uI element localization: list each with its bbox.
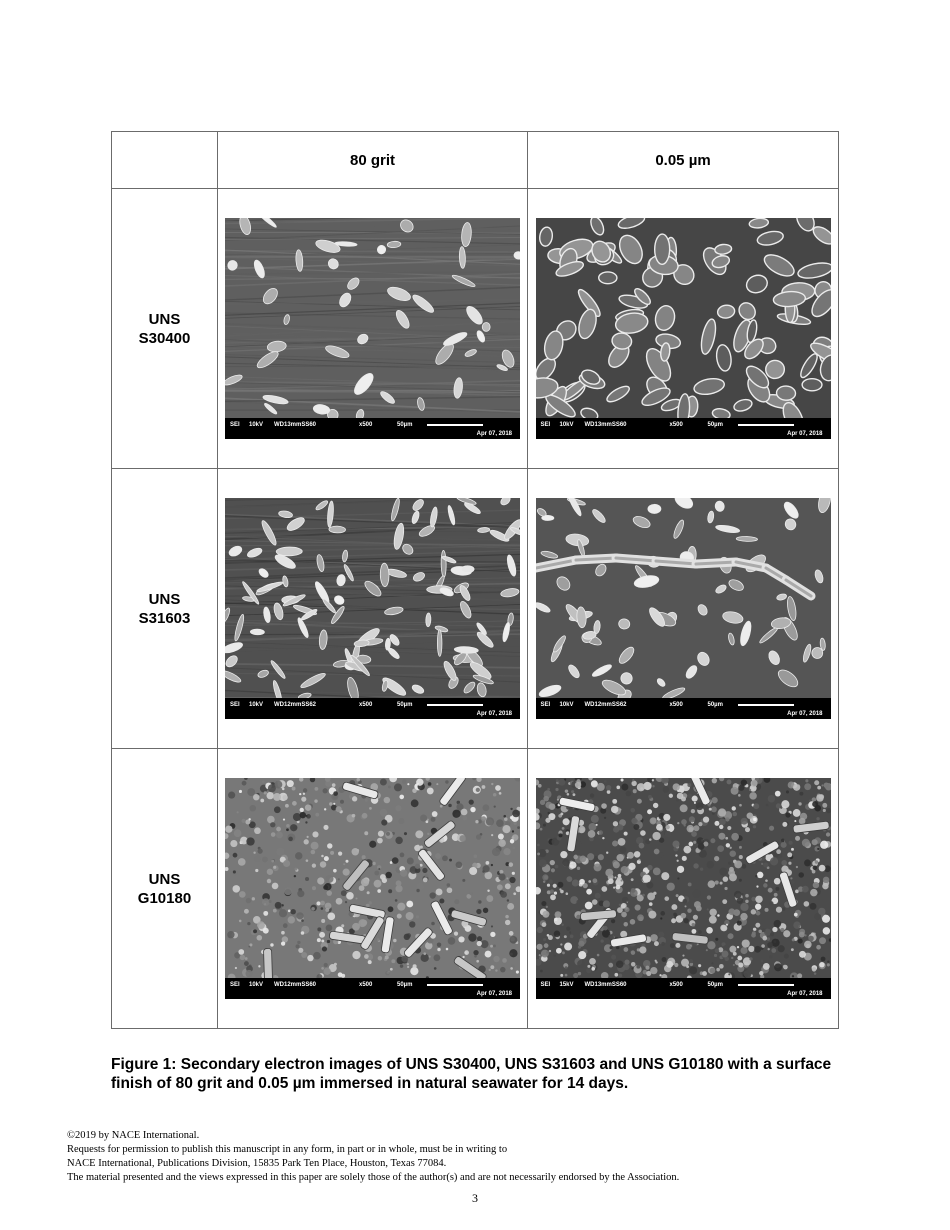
sem-micrograph (225, 778, 520, 978)
sem-info-bar (536, 978, 831, 999)
sem-micrograph (536, 498, 831, 698)
sem-scale-bar (738, 704, 794, 706)
sem-working-distance: WD13mmSS60 (584, 982, 627, 988)
sem-detector: SEI (540, 422, 551, 428)
footer-permission: Requests for permission to publish this manuscript in any form, in part or in whole, must be in writing to (67, 1144, 508, 1155)
figure-caption: Figure 1: Secondary electron images of UNS S30400, UNS S31603 and UNS G10180 with a surface finish of 80 grit and 0.05 µm immersed in natural seawater for 14 days. (111, 1056, 832, 1092)
sem-image (225, 498, 520, 719)
sem-magnification: x500 (359, 422, 373, 428)
sem-cell (528, 749, 839, 1029)
footer-disclaimer: The material presented and the views expressed in this paper are solely those of the author(s) and are not necessarily endorsed by the Association. (67, 1172, 680, 1183)
sem-detector: SEI (540, 982, 551, 988)
page-footer (67, 1129, 887, 1185)
sem-scale-label: 50µm (397, 422, 413, 428)
sem-info-bar (225, 698, 520, 719)
sem-working-distance: WD12mmSS62 (584, 702, 627, 708)
sem-info-bar (225, 418, 520, 439)
sem-cell (218, 469, 528, 749)
sem-image (536, 498, 831, 719)
sem-cell (528, 469, 839, 749)
sem-voltage: 10kV (559, 702, 574, 708)
row-s31603 (112, 469, 839, 749)
footer-address: NACE International, Publications Division, 15835 Park Ten Place, Houston, Texas 77084. (67, 1158, 447, 1169)
sem-voltage: 10kV (249, 422, 264, 428)
sem-micrograph (536, 778, 831, 978)
corner-cell (112, 132, 218, 189)
column-header-80-grit: 80 grit (218, 132, 528, 189)
sem-date: Apr 07, 2018 (787, 711, 823, 717)
sem-date: Apr 07, 2018 (787, 431, 823, 437)
column-header-0-05-um: 0.05 µm (528, 132, 839, 189)
sem-magnification: x500 (359, 982, 373, 988)
sem-magnification: x500 (669, 982, 683, 988)
sem-info-bar (225, 978, 520, 999)
row-label-line2: S30400 (138, 329, 191, 347)
sem-image (536, 218, 831, 439)
sem-micrograph (536, 218, 831, 418)
row-label-line1: UNS (148, 590, 181, 608)
sem-magnification: x500 (669, 702, 683, 708)
row-s30400 (112, 189, 839, 469)
sem-scale-bar (738, 984, 794, 986)
sem-scale-bar (427, 704, 483, 706)
sem-working-distance: WD13mmSS60 (584, 422, 627, 428)
sem-detector: SEI (540, 702, 551, 708)
sem-micrograph (225, 498, 520, 698)
sem-cell (218, 189, 528, 469)
sem-scale-label: 50µm (397, 702, 413, 708)
figure-table (111, 131, 839, 1029)
sem-scale-label: 50µm (397, 982, 413, 988)
sem-cell (218, 749, 528, 1029)
sem-voltage: 15kV (559, 982, 574, 988)
row-label-line1: UNS (148, 870, 181, 888)
header-row (112, 132, 839, 189)
sem-scale-label: 50µm (707, 422, 723, 428)
sem-detector: SEI (230, 422, 240, 428)
row-label (112, 749, 218, 1029)
sem-date: Apr 07, 2018 (787, 991, 823, 997)
page-number: 3 (472, 1191, 478, 1205)
sem-scale-bar (738, 424, 794, 426)
sem-date: Apr 07, 2018 (476, 431, 512, 437)
sem-voltage: 10kV (559, 422, 574, 428)
sem-date: Apr 07, 2018 (476, 711, 512, 717)
row-label-line2: G10180 (137, 889, 192, 907)
sem-date: Apr 07, 2018 (476, 991, 512, 997)
sem-detector: SEI (230, 982, 240, 988)
row-label (112, 469, 218, 749)
sem-magnification: x500 (359, 702, 373, 708)
sem-detector: SEI (230, 702, 240, 708)
sem-info-bar (536, 418, 831, 439)
sem-scale-bar (427, 984, 483, 986)
sem-image (225, 218, 520, 439)
sem-image (536, 778, 831, 999)
row-label-line2: S31603 (138, 609, 191, 627)
sem-working-distance: WD13mmSS60 (274, 422, 317, 428)
row-label-line1: UNS (148, 310, 181, 328)
sem-voltage: 10kV (249, 702, 264, 708)
sem-info-bar (536, 698, 831, 719)
sem-working-distance: WD12mmSS62 (274, 702, 317, 708)
row-g10180 (112, 749, 839, 1029)
sem-micrograph (225, 218, 520, 418)
row-label (112, 189, 218, 469)
sem-working-distance: WD12mmSS60 (274, 982, 317, 988)
sem-voltage: 10kV (249, 982, 264, 988)
sem-cell (528, 189, 839, 469)
footer-copyright: ©2019 by NACE International. (67, 1130, 200, 1141)
sem-scale-bar (427, 424, 483, 426)
sem-scale-label: 50µm (707, 702, 723, 708)
sem-image (225, 778, 520, 999)
sem-scale-label: 50µm (707, 982, 723, 988)
sem-magnification: x500 (669, 422, 683, 428)
